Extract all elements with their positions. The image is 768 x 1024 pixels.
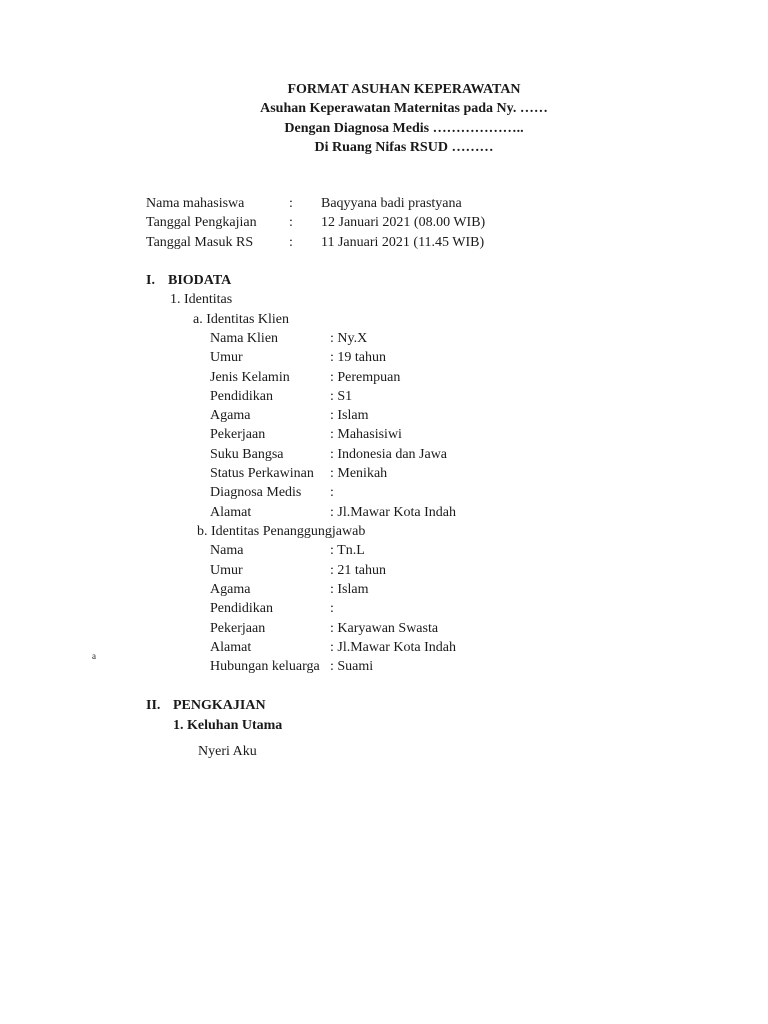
- client-row-label: Nama Klien: [210, 331, 279, 346]
- guardian-row-label: Umur: [210, 563, 243, 578]
- guardian-row-value: : Jl.Mawar Kota Indah: [330, 640, 456, 655]
- client-row-value: : Ny.X: [330, 331, 368, 346]
- guardian-row-value: :: [330, 601, 334, 616]
- guardian-identity-heading: b. Identitas Penanggungjawab: [197, 524, 366, 539]
- guardian-row-value: : Suami: [330, 659, 374, 674]
- client-row-value: : Menikah: [330, 466, 388, 481]
- guardian-row-label: Pendidikan: [210, 601, 273, 616]
- main-complaint-heading: 1. Keluhan Utama: [173, 718, 283, 733]
- section-1-title: BIODATA: [168, 273, 232, 288]
- margin-mark: a: [92, 651, 96, 661]
- assessment-date-label: Tanggal Pengkajian: [146, 215, 257, 230]
- guardian-row-label: Nama: [210, 543, 244, 558]
- client-row-label: Diagnosa Medis: [210, 485, 302, 500]
- admission-date-sep: :: [289, 235, 293, 250]
- identity-heading: 1. Identitas: [170, 292, 233, 307]
- admission-date-value: 11 Januari 2021 (11.45 WIB): [321, 235, 485, 250]
- client-row-value: : Islam: [330, 408, 369, 423]
- assessment-date-value: 12 Januari 2021 (08.00 WIB): [321, 215, 486, 230]
- client-row-value: : Indonesia dan Jawa: [330, 447, 448, 462]
- client-row-value: : Jl.Mawar Kota Indah: [330, 505, 456, 520]
- section-2-numeral: II.: [146, 698, 161, 713]
- student-name-sep: :: [289, 196, 293, 211]
- client-row-value: : 19 tahun: [330, 350, 386, 365]
- client-row-label: Umur: [210, 350, 243, 365]
- client-row-label: Agama: [210, 408, 251, 423]
- section-1-numeral: I.: [146, 273, 155, 288]
- document-subtitle-2: Dengan Diagnosa Medis ………………..: [284, 121, 524, 136]
- guardian-row-label: Alamat: [210, 640, 252, 655]
- client-row-label: Pekerjaan: [210, 427, 266, 442]
- student-name-label: Nama mahasiswa: [146, 196, 245, 211]
- main-complaint-text: Nyeri Aku: [198, 744, 257, 759]
- guardian-row-label: Agama: [210, 582, 251, 597]
- guardian-row-label: Hubungan keluarga: [210, 659, 320, 674]
- document-subtitle-1: Asuhan Keperawatan Maternitas pada Ny. ……: [260, 101, 548, 116]
- guardian-row-value: : Tn.L: [330, 543, 365, 558]
- student-name-value: Baqyyana badi prastyana: [321, 196, 462, 211]
- client-row-label: Suku Bangsa: [210, 447, 284, 462]
- client-row-label: Alamat: [210, 505, 252, 520]
- client-row-label: Status Perkawinan: [210, 466, 314, 481]
- client-row-label: Pendidikan: [210, 389, 273, 404]
- guardian-row-value: : Islam: [330, 582, 369, 597]
- section-2-title: PENGKAJIAN: [173, 698, 266, 713]
- document-subtitle-3: Di Ruang Nifas RSUD ………: [314, 140, 494, 155]
- guardian-row-value: : 21 tahun: [330, 563, 386, 578]
- client-row-value: : Perempuan: [330, 370, 401, 385]
- guardian-row-value: : Karyawan Swasta: [330, 621, 439, 636]
- client-row-label: Jenis Kelamin: [210, 370, 290, 385]
- assessment-date-sep: :: [289, 215, 293, 230]
- guardian-row-label: Pekerjaan: [210, 621, 266, 636]
- admission-date-label: Tanggal Masuk RS: [146, 235, 254, 250]
- document-title: FORMAT ASUHAN KEPERAWATAN: [287, 82, 521, 97]
- client-row-value: : S1: [330, 389, 353, 404]
- client-row-value: : Mahasisiwi: [330, 427, 402, 442]
- client-row-value: :: [330, 485, 334, 500]
- client-identity-heading: a. Identitas Klien: [193, 312, 290, 327]
